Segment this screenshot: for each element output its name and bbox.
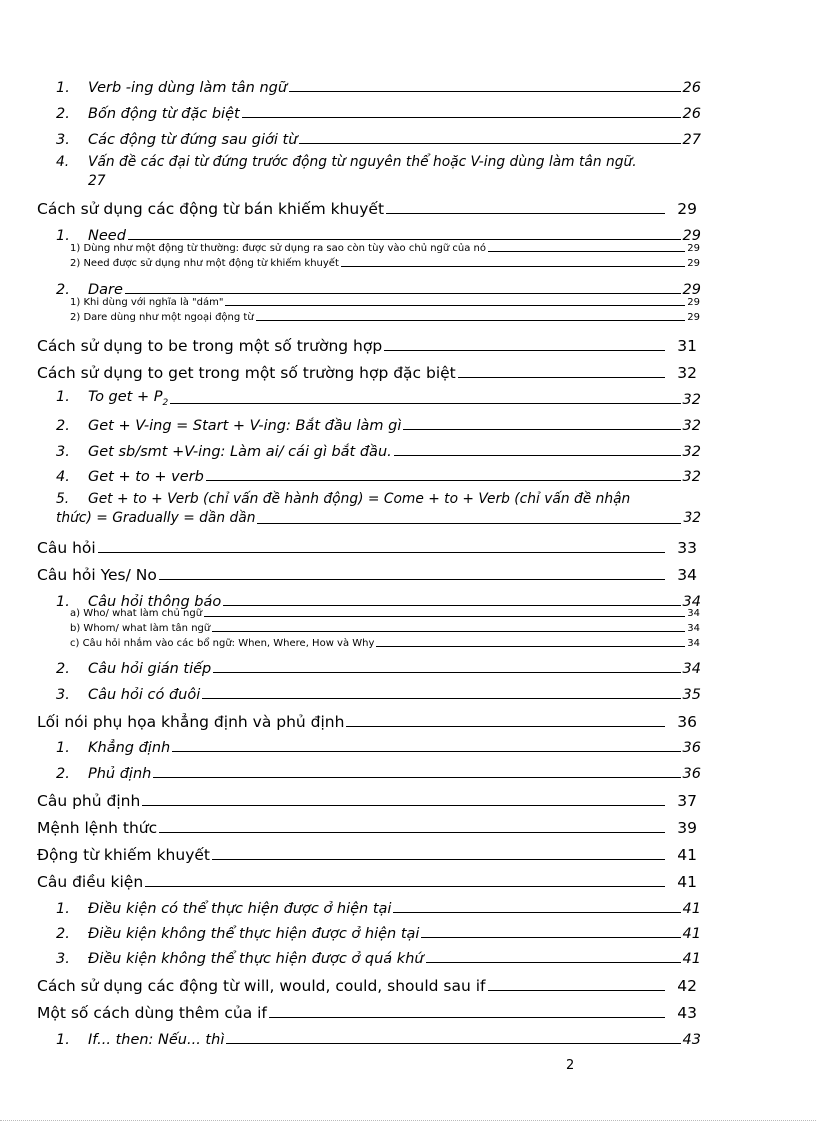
toc-entry[interactable]: 1. If... then: Nếu... thì 43 <box>56 1032 701 1048</box>
toc-heading[interactable]: Câu phủ định 37 <box>37 792 697 810</box>
toc-subentry[interactable]: 1) Khi dùng với nghĩa là "dám" 29 <box>70 297 700 308</box>
toc-subentry[interactable]: b) Whom/ what làm tân ngữ 34 <box>70 623 700 634</box>
toc-heading[interactable]: Động từ khiếm khuyết 41 <box>37 846 697 864</box>
toc-entry[interactable]: 4. Vấn đề các đại từ đứng trước động từ nguyên thể hoặc V-ing dùng làm tân ngữ. 27 <box>56 154 637 189</box>
toc-entry[interactable]: 1. To get + $P_2$ 32 <box>56 389 701 408</box>
toc-entry[interactable]: 4. Get + to + verb 32 <box>56 469 701 485</box>
toc-subentry[interactable]: 2) Need được sử dụng như một động từ khiếm khuyết 29 <box>70 258 700 269</box>
page-bottom-divider <box>0 1120 816 1121</box>
toc-entry[interactable]: 1. Câu hỏi thông báo 34 <box>56 594 701 610</box>
toc-entry[interactable]: 2. Câu hỏi gián tiếp 34 <box>56 661 701 677</box>
toc-entry[interactable]: 1. Điều kiện có thể thực hiện được ở hiện tại 41 <box>56 901 701 917</box>
toc-heading[interactable]: Mệnh lệnh thức 39 <box>37 819 697 837</box>
toc-heading[interactable]: Câu hỏi Yes/ No 34 <box>37 566 697 584</box>
toc-heading[interactable]: Cách sử dụng to be trong một số trường hợp 31 <box>37 337 697 355</box>
toc-entry[interactable]: 3. Các động từ đứng sau giới từ 27 <box>56 132 701 148</box>
page-number: 2 <box>566 1058 575 1073</box>
toc-entry[interactable]: 2. Phủ định 36 <box>56 766 701 782</box>
toc-heading[interactable]: Câu hỏi 33 <box>37 539 697 557</box>
toc-entry[interactable]: 3. Get sb/smt +V-ing: Làm ai/ cái gì bắt đầu. 32 <box>56 444 701 460</box>
toc-entry[interactable]: 3. Điều kiện không thể thực hiện được ở quá khứ 41 <box>56 951 701 967</box>
toc-heading[interactable]: Cách sử dụng các động từ bán khiếm khuyết 29 <box>37 200 697 218</box>
toc-entry[interactable]: 1. Need 29 <box>56 228 701 244</box>
toc-entry[interactable]: 2. Dare 29 <box>56 282 701 298</box>
toc-entry[interactable]: 2. Bốn động từ đặc biệt 26 <box>56 106 701 122</box>
toc-entry[interactable]: 1. Verb -ing dùng làm tân ngữ 26 <box>56 80 701 96</box>
toc-subentry[interactable]: a) Who/ what làm chủ ngữ 34 <box>70 608 700 619</box>
toc-entry[interactable]: 5. Get + to + Verb (chỉ vấn đề hành động) = Come + to + Verb (chỉ vấn đề nhận thức) = Gradually = dần dần 32 <box>56 491 701 526</box>
toc-heading[interactable]: Câu điều kiện 41 <box>37 873 697 891</box>
toc-heading[interactable]: Lối nói phụ họa khẳng định và phủ định 36 <box>37 713 697 731</box>
toc-entry[interactable]: 2. Get + V-ing = Start + V-ing: Bắt đầu làm gì 32 <box>56 418 701 434</box>
toc-subentry[interactable]: c) Câu hỏi nhắm vào các bổ ngữ: When, Where, How và Why 34 <box>70 638 700 649</box>
toc-heading[interactable]: Cách sử dụng các động từ will, would, could, should sau if 42 <box>37 977 697 995</box>
toc-subentry[interactable]: 2) Dare dùng như một ngoại động từ 29 <box>70 312 700 323</box>
toc-heading[interactable]: Cách sử dụng to get trong một số trường hợp đặc biệt 32 <box>37 364 697 382</box>
toc-entry[interactable]: 3. Câu hỏi có đuôi 35 <box>56 687 701 703</box>
toc-entry[interactable]: 1. Khẳng định 36 <box>56 740 701 756</box>
toc-entry[interactable]: 2. Điều kiện không thể thực hiện được ở hiện tại 41 <box>56 926 701 942</box>
toc-subentry[interactable]: 1) Dùng như một động từ thường: được sử dụng ra sao còn tùy vào chủ ngữ của nó 29 <box>70 243 700 254</box>
toc-heading[interactable]: Một số cách dùng thêm của if 43 <box>37 1004 697 1022</box>
